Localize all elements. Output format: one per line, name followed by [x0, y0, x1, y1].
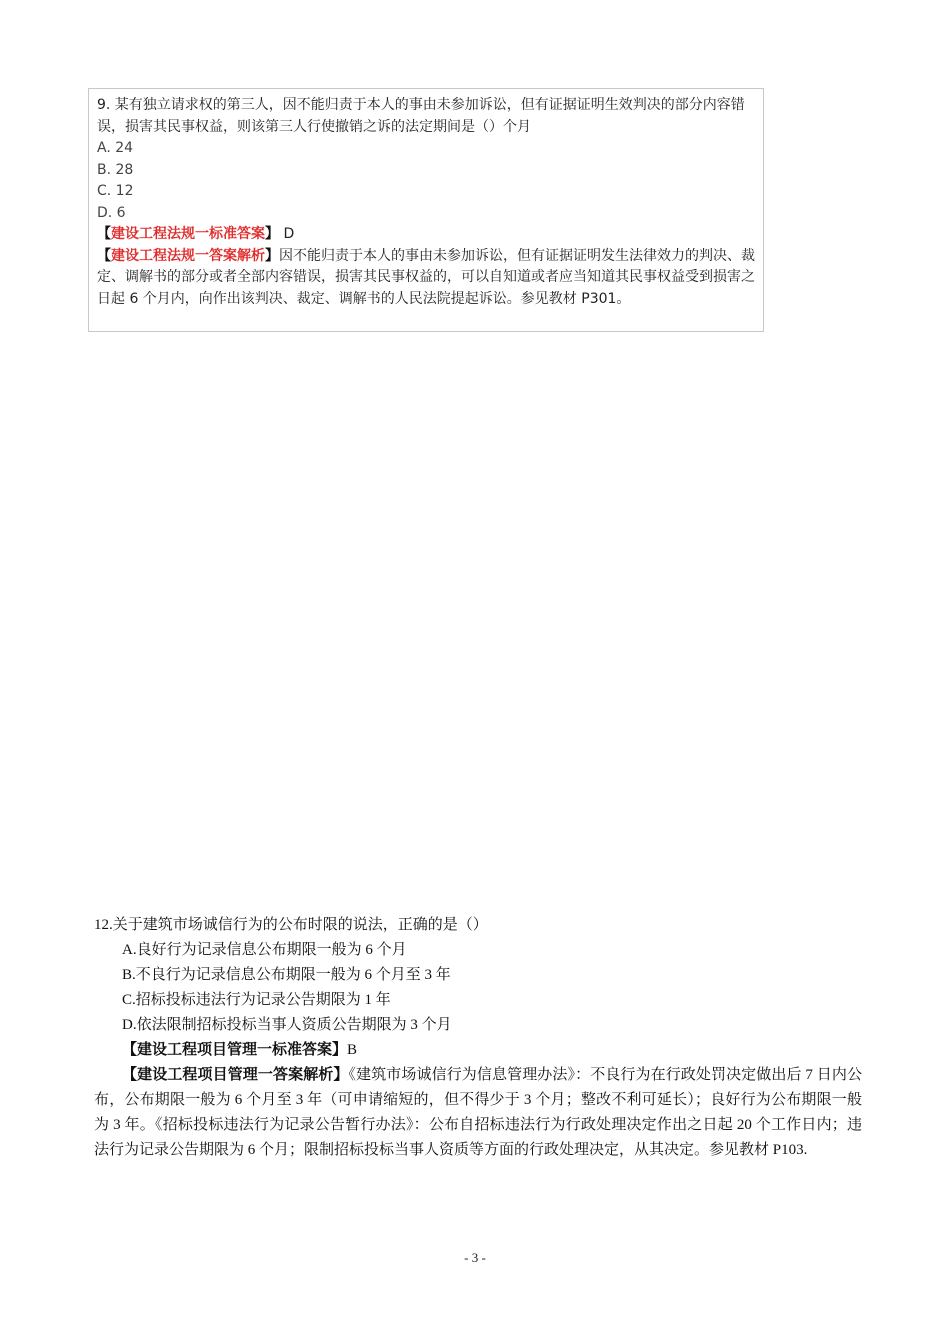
- question-12-analysis-text: 《建筑市场诚信行为信息管理办法》：不良行为在行政处罚决定做出后 7 日内公布，公布期限一般为 6 个月至 3 年（可申请缩短的，但不得少于 3 个月；整改不利可延长）；良好行为公布期限一般为 3 年。《招标投标违法行为记录公告暂行办法》：公布自招标违法行为行政处理决定作出之日起 20 个工作日内；违法行为记录公告期限为 6 个月；限制招标投标当事人资质等方面的行政处理决定，从其决定。参见教材 P103.: [94, 1067, 862, 1158]
- question-12-analysis: [94, 1063, 862, 1163]
- answer-close-bracket: 】: [265, 226, 279, 242]
- question-9-analysis-label: 建设工程法规一答案解析: [111, 247, 265, 264]
- question-12-option-c: C.招标投标违法行为记录公告期限为 1 年: [122, 992, 391, 1008]
- page-number: - 3 -: [464, 1250, 486, 1265]
- question-12-answer-value: B: [347, 1042, 358, 1058]
- question-9-analysis: [97, 246, 755, 311]
- question-12-answer-label: 【建设工程项目管理一标准答案】: [122, 1042, 348, 1058]
- analysis-open-bracket: 【: [97, 247, 111, 264]
- question-9-answer: [97, 224, 755, 246]
- question-9-option-d: D. 6: [97, 204, 126, 221]
- question-9-analysis-text: 因不能归责于本人的事由未参加诉讼，但有证据证明发生法律效力的判决、裁定、调解书的部分或者全部内容错误，损害其民事权益的，可以自知道或者应当知道其民事权益受到损害之日起 6 个月内，向作出该判决、裁定、调解书的人民法院提起诉讼。参见教材 P301。: [97, 247, 755, 307]
- question-12-option-a: A.良好行为记录信息公布期限一般为 6 个月: [122, 942, 407, 958]
- question-9-box: [88, 88, 764, 332]
- question-9-option-c: C. 12: [97, 183, 134, 199]
- question-9-answer-label: 建设工程法规一标准答案: [111, 226, 265, 242]
- question-9-answer-value: D: [283, 226, 295, 242]
- question-9-stem: 9. 某有独立请求权的第三人，因不能归责于本人的事由未参加诉讼，但有证据证明生效判决的部分内容错误，损害其民事权益，则该第三人行使撤销之诉的法定期间是（）个月: [97, 97, 745, 135]
- question-12: [94, 913, 862, 1163]
- question-9-option-b: B. 28: [97, 161, 134, 178]
- answer-open-bracket: 【: [97, 226, 111, 242]
- question-9-option-a: A. 24: [97, 140, 134, 156]
- question-12-option-d: D.依法限制招标投标当事人资质公告期限为 3 个月: [122, 1017, 452, 1033]
- question-12-stem: 12.关于建筑市场诚信行为的公布时限的说法，正确的是（）: [94, 917, 488, 933]
- question-12-answer: [94, 1038, 862, 1063]
- question-12-option-b: B.不良行为记录信息公布期限一般为 6 个月至 3 年: [122, 967, 451, 983]
- question-12-analysis-label: 【建设工程项目管理一答案解析】: [122, 1067, 349, 1083]
- analysis-close-bracket: 】: [265, 247, 279, 264]
